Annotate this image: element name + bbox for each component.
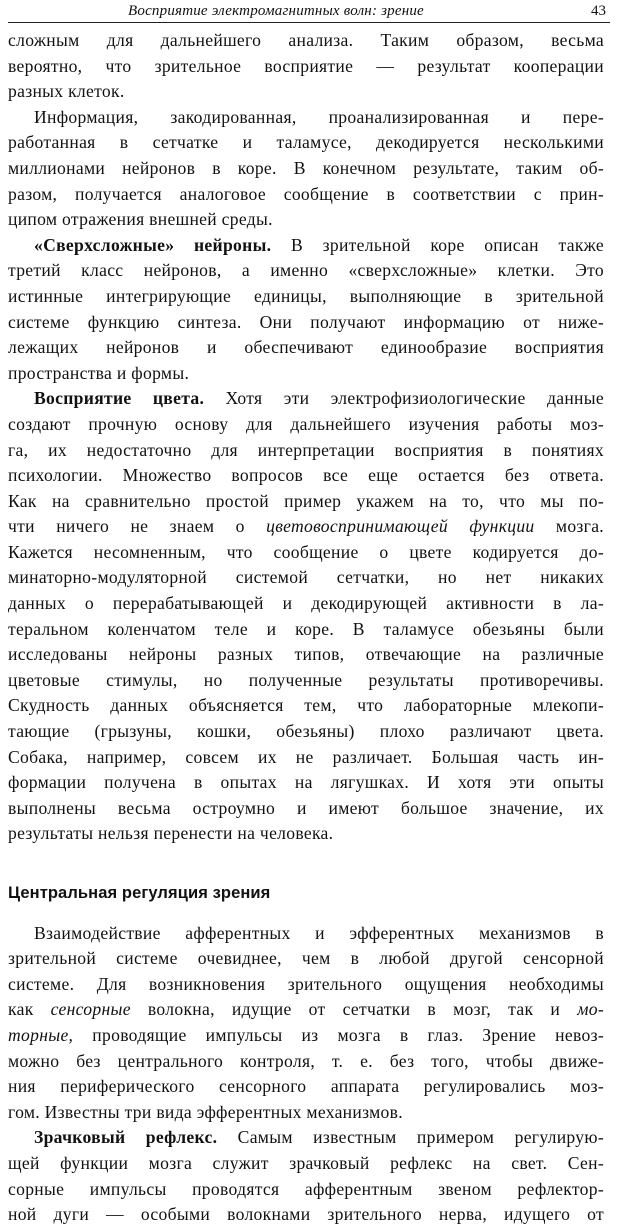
text-line: Скудность данных объясняется тем, что лабораторные млекопи- <box>8 695 604 716</box>
text-line: ния периферического сенсорного аппарата регулировались моз- <box>8 1076 604 1097</box>
text-line: истинные интегрирующие единицы, выполняющие в зрительной <box>8 285 604 306</box>
text-run: проводящие импульсы из мозга в глаз. Зрение невоз- <box>73 1024 604 1045</box>
page-body <box>8 28 604 1228</box>
text-line: га, их недостаточно для интерпретации восприятия в понятиях <box>8 439 604 460</box>
text-line: Как на сравнительно простой пример укажем на то, что мы по- <box>8 490 604 511</box>
page-number: 43 <box>591 3 606 19</box>
text-line: ципом отражения внешней среды. <box>8 209 273 230</box>
text-line: Информация, закодированная, проанализированная и пере- <box>34 106 604 127</box>
paragraph-pupillary-reflex <box>8 1125 604 1227</box>
text-line: вероятно, что зрительное восприятие — результат кооперации <box>8 55 604 76</box>
text-line: системе функцию синтеза. Они получают информацию от ниже- <box>8 311 604 332</box>
text-line: пространства и формы. <box>8 362 190 383</box>
italic-term: сенсорные <box>50 999 131 1020</box>
text-line: психологии. Множество вопросов все еще остается без ответа. <box>8 465 604 486</box>
text-line <box>8 997 604 1023</box>
text-run: Самым известным примером регулирую- <box>217 1127 604 1148</box>
text-line: теральном коленчатом теле и коре. В таламусе обезьяны были <box>8 618 604 639</box>
run-in-heading: «Сверхсложные» нейроны. <box>34 234 272 255</box>
run-in-heading: Зрачковый рефлекс. <box>34 1127 218 1148</box>
section-heading: Центральная регуляция зрения <box>8 884 271 902</box>
text-line <box>8 1023 604 1049</box>
text-line: создают прочную основу для дальнейшего изучения работы моз- <box>8 413 604 434</box>
text-run: волокна, идущие от сетчатки в мозг, так и <box>130 999 578 1020</box>
text-run: как <box>8 999 51 1020</box>
running-title: Восприятие электромагнитных волн: зрение <box>128 3 424 19</box>
text-line: Собака, например, совсем их не различает. Большая часть ин- <box>8 746 604 767</box>
text-line: зрительной системе очевиднее, чем в любой другой сенсорной <box>8 948 604 969</box>
text-run: Хотя эти электрофизиологические данные <box>204 388 604 409</box>
text-line: Взаимодействие афферентных и эфферентных механизмов в <box>34 922 604 943</box>
paragraph-hypercomplex-neurons <box>8 233 604 387</box>
italic-term: торные, <box>8 1024 74 1045</box>
text-line: гом. Известны три вида эфферентных механизмов. <box>8 1101 403 1122</box>
text-line: тающие (грызуны, кошки, обезьяны) плохо различают цвета. <box>8 721 604 742</box>
run-in-heading: Восприятие цвета. <box>34 388 205 409</box>
text-line: сложным для дальнейшего анализа. Таким образом, весьма <box>8 30 604 50</box>
text-line: результаты нельзя перенести на человека. <box>8 823 334 844</box>
text-line <box>8 514 604 540</box>
paragraph-information <box>8 105 604 233</box>
text-line: щей функции мозга служит зрачковый рефлекс на свет. Сен- <box>8 1152 604 1173</box>
text-line: работанная в сетчатке и таламусе, декодируется несколькими <box>8 132 604 153</box>
text-run: В зрительной коре описан также <box>271 234 604 255</box>
text-run: чти ничего не знаем о <box>8 516 267 537</box>
text-line: миллионами нейронов в коре. В конечном результате, таким об- <box>8 157 604 178</box>
text-line: цветовые стимулы, но полученные результаты противоречивы. <box>8 669 604 690</box>
text-line: Кажется несомненным, что сообщение о цвете кодируется до- <box>8 541 604 562</box>
text-line <box>8 1125 604 1151</box>
text-line: разом, получается аналоговое сообщение в соответствии с прин- <box>8 183 604 204</box>
running-header <box>8 0 610 23</box>
paragraph-afferent-efferent <box>8 921 604 1126</box>
text-line: выполнены весьма остроумно и имеют большое значение, их <box>8 797 604 818</box>
italic-term: цветовоспринимающей функции <box>266 516 535 537</box>
text-line: формации получена в опытах на лягушках. И хотя эти опыты <box>8 772 604 793</box>
text-line: исследованы нейроны разных типов, отвечающие на различные <box>8 644 604 665</box>
text-line: третий класс нейронов, а именно «сверхсложные» клетки. Это <box>8 260 604 281</box>
text-run: мозга. <box>534 516 604 537</box>
text-line: данных о перерабатывающей и декодирующей активности в ла- <box>8 593 604 614</box>
text-line: можно без центрального контроля, т. е. без того, чтобы движе- <box>8 1050 604 1071</box>
paragraph-color-perception <box>8 386 604 847</box>
paragraph-continuation <box>8 28 604 105</box>
text-line <box>8 233 604 259</box>
text-line: лежащих нейронов и обеспечивают единообразие восприятия <box>8 337 604 358</box>
italic-term: мо- <box>577 999 604 1020</box>
text-line: сорные импульсы проводятся афферентным звеном рефлектор- <box>8 1178 604 1199</box>
text-line: ной дуги — особыми волокнами зрительного нерва, идущего от <box>8 1204 604 1225</box>
text-line <box>8 386 604 412</box>
text-line: минаторно-модуляторной системой сетчатки, но нет никаких <box>8 567 604 588</box>
text-line: разных клеток. <box>8 81 125 102</box>
text-line: системе. Для возникновения зрительного ощущения необходимы <box>8 973 604 994</box>
